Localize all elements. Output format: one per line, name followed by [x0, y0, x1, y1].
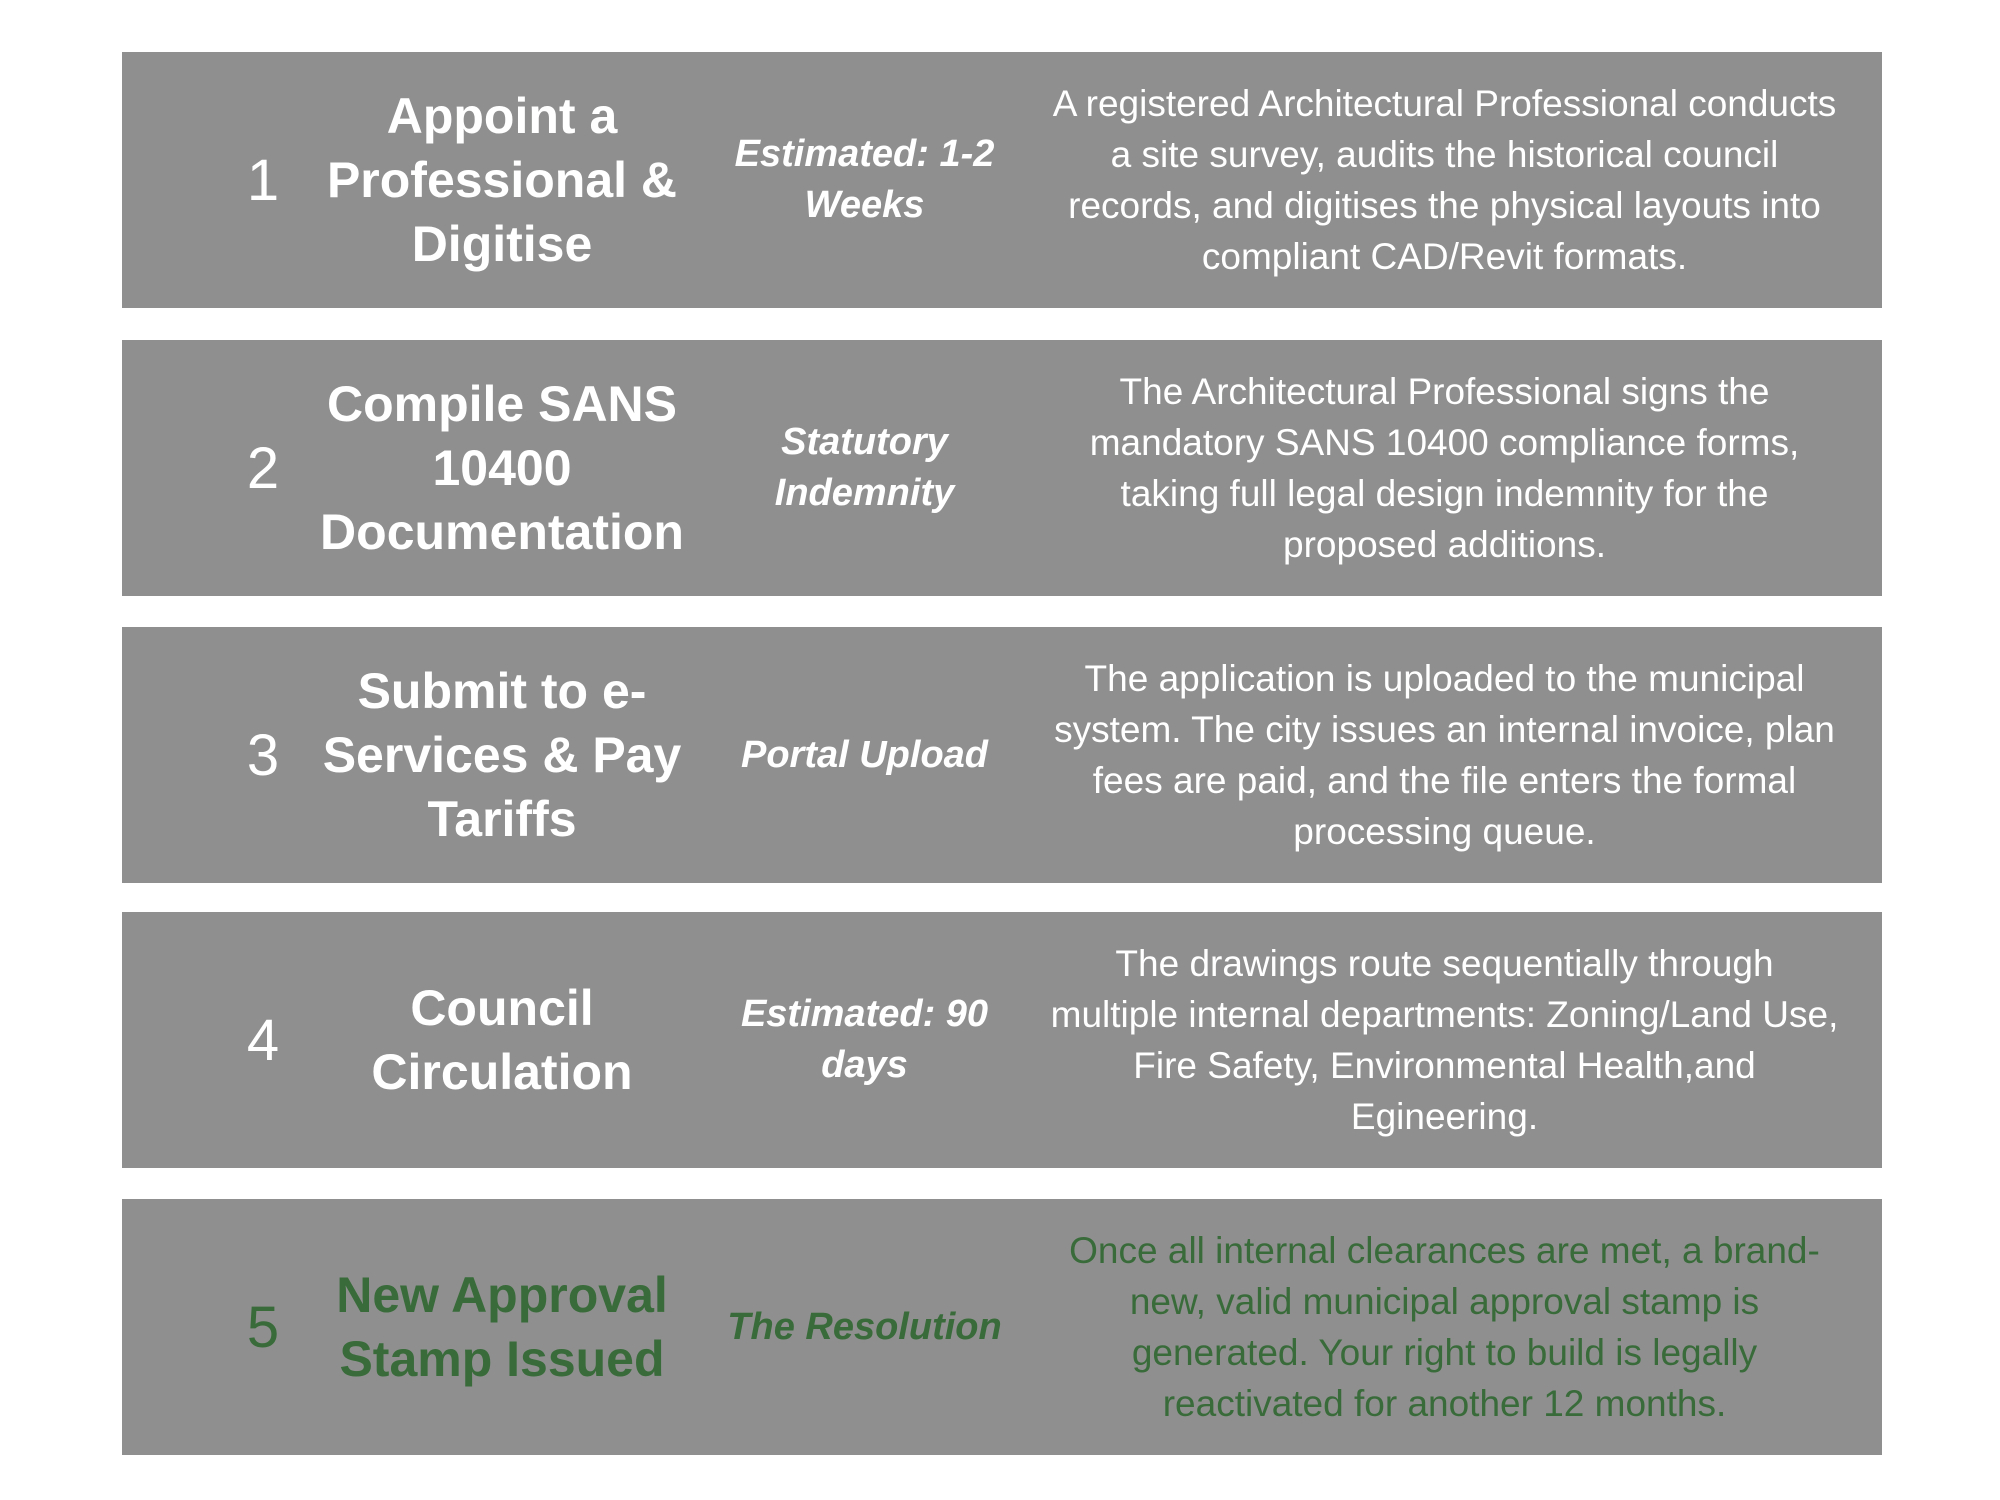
step-title: Compile SANS 10400 Documentation [320, 376, 684, 560]
step-description: The Architectural Professional signs the mandatory SANS 10400 compliance forms, taking full legal design indemnity for the proposed additions. [1089, 371, 1800, 565]
step-2-panel [122, 340, 1882, 596]
step-title: Council Circulation [371, 980, 633, 1100]
step-number: 4 [246, 1007, 280, 1073]
step-number: 3 [246, 722, 280, 788]
step-number: 2 [246, 435, 280, 501]
step-note: Portal Upload [740, 733, 989, 776]
step-title: Submit to e-Services & Pay Tariffs [322, 663, 682, 847]
step-5-panel [122, 1199, 1882, 1455]
step-description: Once all internal clearances are met, a brand-new, valid municipal approval stamp is generated. Your right to build is legally reactivated for another 12 months. [1069, 1230, 1820, 1424]
step-number: 5 [246, 1294, 280, 1360]
step-title: New Approval Stamp Issued [336, 1267, 668, 1387]
step-number: 1 [246, 147, 280, 213]
step-note: The Resolution [727, 1305, 1002, 1348]
step-description: The drawings route sequentially through multiple internal departments: Zoning/Land Use, Fire Safety, Environmental Health,and Egineering. [1050, 943, 1839, 1137]
step-description: A registered Architectural Professional conducts a site survey, audits the historical council records, and digitises the physical layouts into compliant CAD/Revit formats. [1052, 83, 1837, 277]
step-duration: Estimated: 1-2 Weeks [734, 133, 995, 226]
step-3-panel [122, 627, 1882, 883]
step-note: Statutory Indemnity [774, 421, 955, 514]
step-description: The application is uploaded to the municipal system. The city issues an internal invoice, plan fees are paid, and the file enters the formal processing queue. [1054, 658, 1835, 852]
step-1-panel [122, 52, 1882, 308]
step-4-panel [122, 912, 1882, 1168]
step-duration: Estimated: 90 days [740, 993, 989, 1086]
step-title: Appoint a Professional & Digitise [326, 88, 678, 272]
